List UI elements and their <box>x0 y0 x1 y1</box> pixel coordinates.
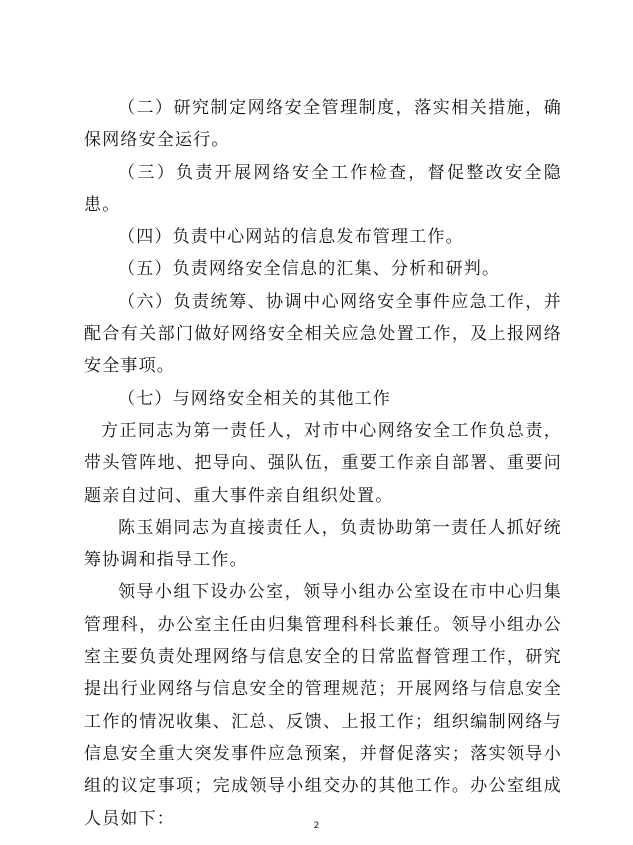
paragraph-item-4: （四）负责中心网站的信息发布管理工作。 <box>118 227 464 248</box>
paragraph-item-2: （二）研究制定网络安全管理制度，落实相关措施，确保网络安全运行。 <box>84 98 562 151</box>
body-text <box>84 92 562 835</box>
page-number: 2 <box>313 821 320 831</box>
paragraph-item-3: （三）负责开展网络安全工作检查，督促整改安全隐患。 <box>84 162 562 215</box>
paragraph-item-7: （七）与网络安全相关的其他工作 <box>118 388 391 409</box>
paragraph-first-responsible: 方正同志为第一责任人，对市中心网络安全工作负总责，带头管阵地、把导向、强队伍，重要工作亲自部署、重要问题亲自过问、重大事件亲自组织处置。 <box>84 420 562 506</box>
paragraph-office: 领导小组下设办公室，领导小组办公室设在市中心归集管理科，办公室主任由归集管理科科长兼任。领导小组办公室主要负责处理网络与信息安全的日常监督管理工作，研究提出行业网络与信息安全的管理规范；开展网络与信息安全工作的情况收集、汇总、反馈、上报工作；组织编制网络与信息安全重大突发事件应急预案，并督促落实；落实领导小组的议定事项；完成领导小组交办的其他工作。办公室组成人员如下： <box>84 582 562 829</box>
paragraph-direct-responsible: 陈玉娟同志为直接责任人，负责协助第一责任人抓好统筹协调和指导工作。 <box>84 517 562 571</box>
paragraph-item-6: （六）负责统筹、协调中心网络安全事件应急工作，并配合有关部门做好网络安全相关应急处置工作，及上报网络安全事项。 <box>84 291 562 377</box>
paragraph-item-5: （五）负责网络安全信息的汇集、分析和研判。 <box>118 259 501 280</box>
